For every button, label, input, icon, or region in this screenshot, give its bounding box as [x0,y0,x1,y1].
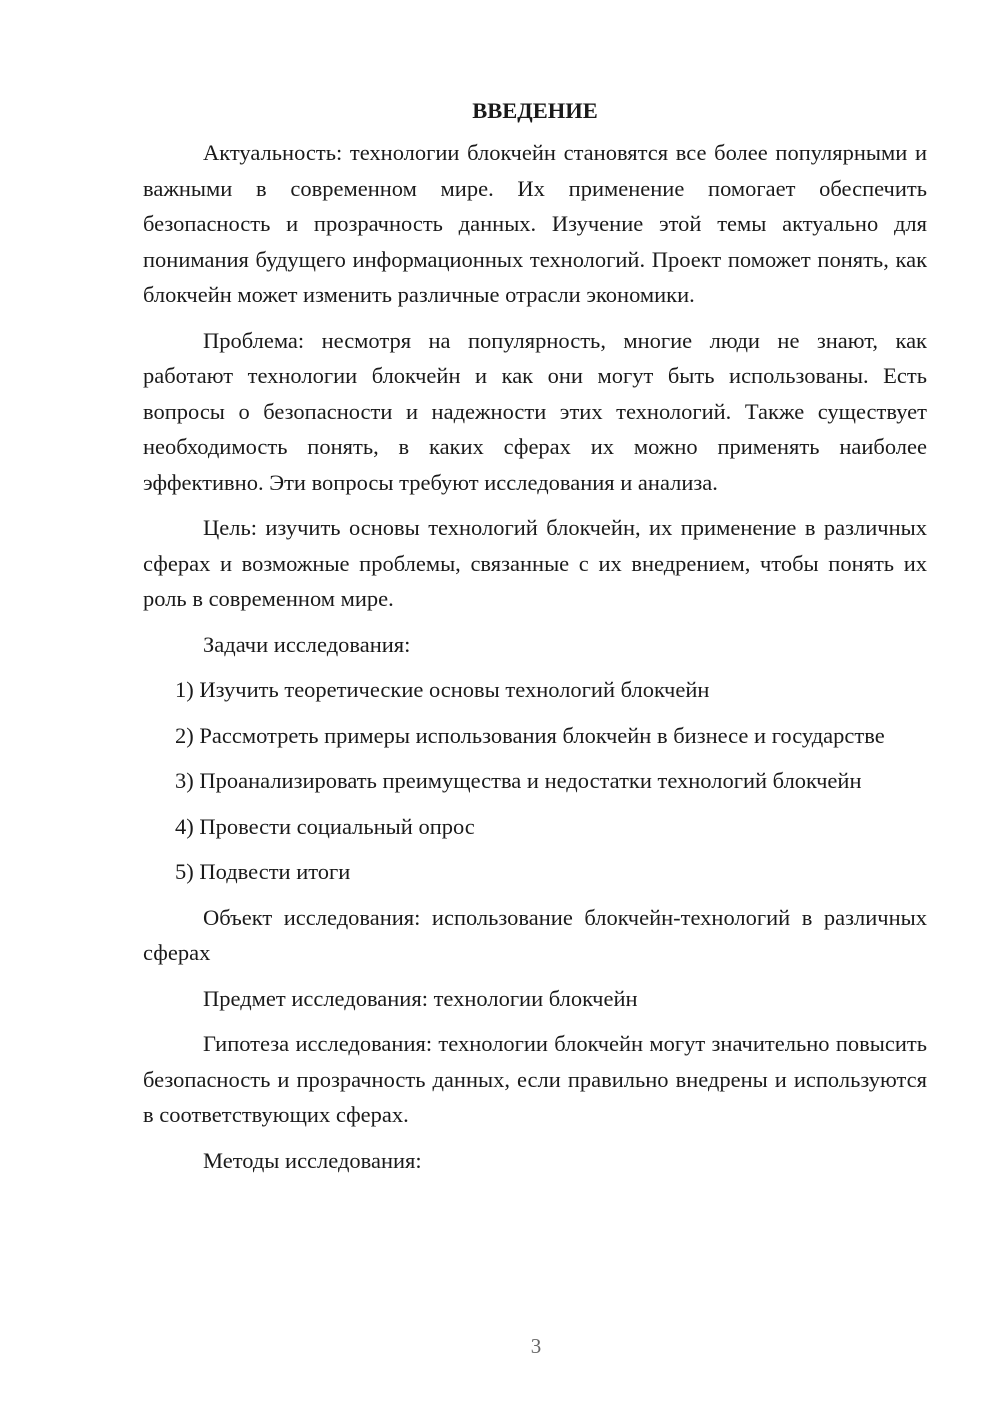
task-item: 3) Проанализировать преимущества и недостатки технологий блокчейн [175,768,862,793]
goal-paragraph: Цель: изучить основы технологий блокчейн, их применение в различных сферах и возможные проблемы, связанные с их внедрением, чтобы понять их роль в современном мире. [143,515,927,611]
task-item: 2) Рассмотреть примеры использования блокчейн в бизнесе и государстве [175,722,885,748]
problem-paragraph: Проблема: несмотря на популярность, многие люди не знают, как работают технологии блокчейн и как они могут быть использованы. Есть вопросы о безопасности и надежности этих технологий. Также существует необходимость понять, в каких сферах их можно применять наиболее эффективно. Эти вопросы требуют исследования и анализа. [143,327,927,495]
page-number: 3 [530,1334,542,1358]
relevance-paragraph: Актуальность: технологии блокчейн становятся все более популярными и важными в современном мире. Их применение помогает обеспечить безопасность и прозрачность данных. Изучение этой темы актуально для понимания будущего информационных технологий. Проект поможет понять, как блокчейн может изменить различные отрасли экономики. [143,140,927,307]
subject-paragraph: Предмет исследования: технологии блокчейн [203,985,638,1011]
object-paragraph: Объект исследования: использование блокчейн-технологий в различных сферах [143,904,927,965]
methods-heading: Методы исследования: [203,1147,422,1173]
task-item: 4) Провести социальный опрос [175,813,475,839]
page-content [143,96,927,1188]
section-title: ВВЕДЕНИЕ [472,98,598,123]
tasks-heading: Задачи исследования: [203,631,411,657]
hypothesis-paragraph: Гипотеза исследования: технологии блокчейн могут значительно повысить безопасность и прозрачность данных, если правильно внедрены и используются в соответствующих сферах. [143,1031,927,1127]
task-item: 5) Подвести итоги [175,859,351,884]
task-item: 1) Изучить теоретические основы технологий блокчейн [175,677,710,702]
